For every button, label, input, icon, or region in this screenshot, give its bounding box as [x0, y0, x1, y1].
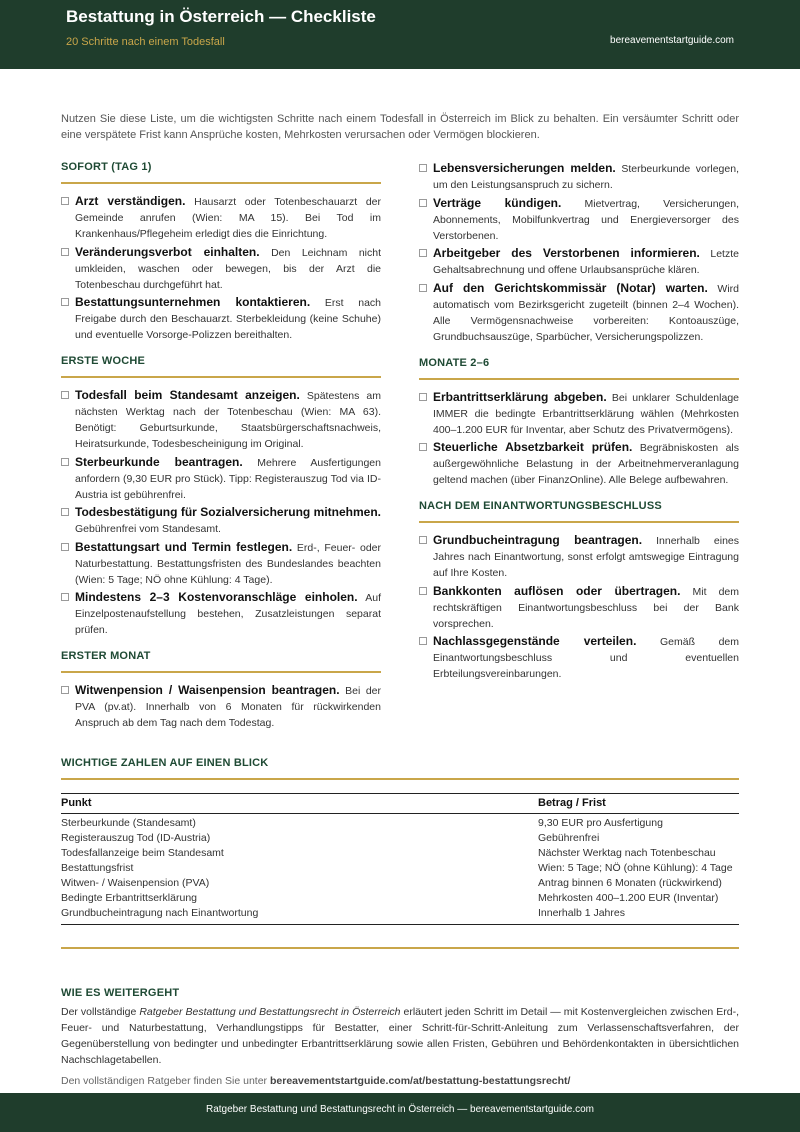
checklist-item-title: Nachlassgegenstände verteilen.	[433, 634, 637, 648]
table-row	[61, 831, 739, 846]
table-cell-amount: Innerhalb 1 Jahres	[538, 907, 625, 919]
checklist-item-title: Sterbeurkunde beantragen.	[75, 454, 243, 469]
checklist-left-column	[61, 161, 381, 733]
checklist-item	[61, 193, 381, 242]
checklist-item-text: Erd-, Feuer- oder Naturbestattung. Bestattungsfristen des Bundeslandes beachten (Wien: 5 Tage; NÖ ohne Kühlung: 4 Tage).	[75, 541, 381, 586]
header-site-link[interactable]: bereavementstartguide.com	[610, 35, 734, 46]
checklist-item	[419, 532, 739, 581]
checklist-item	[419, 389, 739, 438]
checklist-item-text: Mit dem rechtskräftigen Einantwortungsbeschluss bei der Bank vorsprechen.	[433, 585, 739, 630]
table-cell-amount: Wien: 5 Tage; NÖ (ohne Kühlung): 4 Tage	[538, 862, 733, 874]
table-cell-amount: Antrag binnen 6 Monaten (rückwirkend)	[538, 877, 722, 889]
checklist-item	[61, 244, 381, 293]
checklist-item	[419, 280, 739, 345]
checklist-item-text: Den Leichnam nicht umkleiden, waschen oder bewegen, bis der Arzt die Totenbeschau durchgeführt hat.	[75, 246, 382, 291]
table-row	[61, 876, 739, 891]
page-title: Bestattung in Österreich — Checkliste	[66, 7, 376, 26]
section-heading: NACH DEM EINANTWORTUNGSBESCHLUSS	[419, 500, 662, 512]
checklist-item-title: Todesbestätigung für Sozialversicherung mitnehmen.	[75, 505, 381, 519]
page-subtitle: 20 Schritte nach einem Todesfall	[66, 36, 225, 48]
checkbox-icon[interactable]	[419, 393, 427, 401]
guide-title: Ratgeber Bestattung und Bestattungsrecht in Österreich	[139, 1006, 401, 1018]
checklist-item	[61, 504, 381, 537]
checklist-item-text: Mehrere Ausfertigungen anfordern (9,30 EUR pro Stück). Tipp: Registerauszug Tod via ID-Austria ist gebührenfrei.	[75, 456, 381, 501]
checkbox-icon[interactable]	[419, 164, 427, 172]
key-figures-heading: WICHTIGE ZAHLEN AUF EINEN BLICK	[61, 757, 269, 769]
column-header-item: Punkt	[61, 794, 538, 814]
checklist-item-title: Veränderungsverbot einhalten.	[75, 244, 260, 259]
key-figures-section	[61, 757, 739, 949]
table-cell-item: Registerauszug Tod (ID-Austria)	[61, 832, 211, 844]
checklist-item-title: Bestattungsart und Termin festlegen.	[75, 539, 293, 554]
table-row	[61, 861, 739, 876]
checklist-item-title: Todesfall beim Standesamt anzeigen.	[75, 388, 300, 402]
table-cell-amount: Gebührenfrei	[538, 832, 600, 844]
checkbox-icon[interactable]	[419, 199, 427, 207]
checklist-item-text: Mietvertrag, Versicherungen, Abonnements, Mobilfunkvertrag und Energieversorger des Verstorbenen.	[433, 197, 740, 242]
table-header-row	[61, 794, 739, 814]
checkbox-icon[interactable]	[419, 637, 427, 645]
page-footer: Ratgeber Bestattung und Bestattungsrecht in Österreich — bereavementstartguide.com	[0, 1093, 800, 1132]
checklist-item-title: Erbantrittserklärung abgeben.	[433, 389, 607, 404]
section-divider	[61, 778, 739, 780]
checkbox-icon[interactable]	[419, 249, 427, 257]
checklist-item-text: Begräbniskosten als außergewöhnliche Belastung in der Arbeitnehmerveranlagung geltend machen (über FinanzOnline). Alle Belege aufbewahren.	[433, 442, 739, 486]
checklist-item-title: Verträge kündigen.	[433, 195, 562, 210]
key-figures-table	[61, 793, 739, 924]
guide-link-line	[61, 1073, 739, 1089]
checkbox-icon[interactable]	[419, 536, 427, 544]
checklist-item	[419, 245, 739, 278]
checklist-item	[61, 539, 381, 588]
section-divider	[61, 182, 381, 184]
checklist-right-column	[419, 160, 739, 684]
checkbox-icon[interactable]	[61, 508, 69, 516]
body-text: Der vollständige	[61, 1006, 140, 1018]
table-row	[61, 906, 739, 924]
table-cell-amount: 9,30 EUR pro Ausfertigung	[538, 817, 663, 829]
table-cell-item: Witwen- / Waisenpension (PVA)	[61, 877, 210, 889]
checklist-item-text: Sterbeurkunde vorlegen, um den Leistungsanspruch zu sichern.	[433, 163, 739, 191]
checklist-item-title: Auf den Gerichtskommissär (Notar) warten.	[433, 280, 708, 295]
section-heading: ERSTE WOCHE	[61, 355, 146, 367]
checklist-item-text: Gebührenfrei vom Standesamt.	[75, 523, 221, 535]
checkbox-icon[interactable]	[419, 284, 427, 292]
checklist-item-text: Wird automatisch vom Bezirksgericht zugeteilt (binnen 2–4 Wochen). Alle Vermögensnachweise vorbereiten: Kontoauszüge, Grundbuchsauszüge, Sparbücher, Versicherungspolizzen.	[433, 282, 739, 343]
table-cell-item: Grundbucheintragung nach Einantwortung	[61, 907, 259, 919]
checklist-item-title: Bankkonten auflösen oder übertragen.	[433, 583, 681, 598]
checklist-item	[61, 454, 381, 503]
checklist-item-text: Gemäß dem Einantwortungsbeschluss und eventuellen Erbteilungsvereinbarungen.	[433, 636, 739, 680]
table-cell-item: Bestattungsfrist	[61, 862, 134, 874]
checkbox-icon[interactable]	[61, 197, 69, 205]
checklist-item	[419, 583, 739, 632]
checkbox-icon[interactable]	[61, 248, 69, 256]
checkbox-icon[interactable]	[61, 593, 69, 601]
checklist-item-title: Bestattungsunternehmen kontaktieren.	[75, 295, 311, 309]
checklist-item-title: Grundbucheintragung beantragen.	[433, 533, 643, 547]
next-steps-heading: WIE ES WEITERGEHT	[61, 987, 180, 999]
section-divider	[419, 521, 739, 523]
table-cell-item: Sterbeurkunde (Standesamt)	[61, 817, 196, 829]
checkbox-icon[interactable]	[61, 458, 69, 466]
checklist-item-text: Bei der PVA (pv.at). Innerhalb von 6 Monaten für rückwirkenden Anspruch ab dem Tag nach dem Todestag.	[75, 685, 381, 729]
checklist-item	[419, 195, 739, 244]
table-row	[61, 846, 739, 861]
checkbox-icon[interactable]	[61, 686, 69, 694]
checklist-item-text: Erst nach Freigabe durch den Beschauarzt. Sterbekleidung (keine Schuhe) und eventuelle Vorsorge-Polizzen bereithalten.	[75, 297, 381, 341]
table-cell-amount: Mehrkosten 400–1.200 EUR (Inventar)	[538, 892, 719, 904]
section-heading: ERSTER MONAT	[61, 650, 151, 662]
section-heading: MONATE 2–6	[419, 356, 490, 369]
checklist-item-text: Bei unklarer Schuldenlage IMMER die bedingte Erbantrittserklärung wählen (Mehrkosten 400–1.200 EUR für Inventar, aber Schutz des Privatvermögens).	[433, 391, 739, 436]
checkbox-icon[interactable]	[61, 298, 69, 306]
table-row	[61, 814, 739, 832]
table-bottom-rule	[61, 924, 739, 925]
checkbox-icon[interactable]	[61, 543, 69, 551]
section-divider	[419, 378, 739, 380]
table-cell-item: Todesfallanzeige beim Standesamt	[61, 847, 224, 859]
section-heading: SOFORT (TAG 1)	[61, 161, 152, 173]
checklist-item	[61, 682, 381, 731]
checklist-item-title: Steuerliche Absetzbarkeit prüfen.	[433, 440, 633, 454]
checklist-item	[61, 387, 381, 452]
checklist-item-title: Arzt verständigen.	[75, 194, 186, 208]
column-header-amount: Betrag / Frist	[538, 794, 739, 814]
checklist-item	[419, 439, 739, 488]
checklist-item-title: Arbeitgeber des Verstorbenen informieren.	[433, 246, 700, 260]
checklist-item-title: Witwenpension / Waisenpension beantragen.	[75, 683, 340, 697]
checkbox-icon[interactable]	[419, 587, 427, 595]
intro-text: Nutzen Sie diese Liste, um die wichtigsten Schritte nach einem Todesfall in Österreich im Blick zu behalten. Ein versäumter Schritt oder eine verspätete Frist kann Ansprüche kosten, Mehrkosten verursachen oder Vermögen blockieren.	[61, 113, 739, 141]
section-divider	[61, 671, 381, 673]
checklist-item	[419, 160, 739, 193]
link-prefix: Den vollständigen Ratgeber finden Sie unter	[61, 1075, 270, 1087]
checklist-item-text: Auf Einzelpostenaufstellung bestehen, Zusatzleistungen separat prüfen.	[75, 592, 381, 636]
checklist-item-title: Lebensversicherungen melden.	[433, 161, 616, 175]
checklist-item	[61, 294, 381, 343]
checklist-item-text: Letzte Gehaltsabrechnung und offene Urlaubsansprüche klären.	[433, 248, 739, 276]
checklist-item-text: Hausarzt oder Totenbeschauarzt der Gemeinde anrufen (Wien: MA 15). Bei Tod im Krankenhaus/Pflegeheim erledigt dies die Einrichtung.	[75, 196, 381, 240]
checklist-item	[419, 633, 739, 682]
next-steps-section	[61, 987, 739, 1089]
guide-link[interactable]: bereavementstartguide.com/at/bestattung-bestattungsrecht/	[269, 1075, 571, 1087]
page-header	[0, 0, 800, 69]
body-text: erläutert jeden Schritt im Detail — mit Kostenvergleichen zwischen Erd-, Feuer- und Naturbestattung, Verhandlungstipps für Bestatter, einer Schritt-für-Schritt-Anleitung zum Verlassenschaftsverfahren, der Gegenüberstellung von bedingter und unbedingter Erbantrittserklärung sowie allen Fristen, Gebühren und Behördenkontakten in übersichtlichen Nachschlagetabellen.	[61, 1006, 739, 1066]
section-divider	[61, 947, 739, 949]
checklist-item-title: Mindestens 2–3 Kostenvoranschläge einholen.	[75, 590, 358, 604]
table-cell-amount: Nächster Werktag nach Totenbeschau	[538, 847, 716, 859]
checkbox-icon[interactable]	[419, 443, 427, 451]
table-cell-item: Bedingte Erbantrittserklärung	[61, 892, 197, 904]
checklist-item	[61, 589, 381, 638]
section-divider	[61, 376, 381, 378]
next-steps-body	[61, 1004, 739, 1068]
checklist-item-text: Spätestens am nächsten Werktag nach der Totenbeschau (Wien: MA 63). Benötigt: Geburtsurkunde, Staatsbürgerschaftsnachweis, Heiratsurkunde, Todesbescheinigung im Original.	[75, 390, 382, 450]
table-row	[61, 891, 739, 906]
checkbox-icon[interactable]	[61, 391, 69, 399]
checklist-item-text: Innerhalb eines Jahres nach Einantwortung, sonst erfolgt amtswegige Eintragung auf Ihre Kosten.	[433, 535, 739, 579]
